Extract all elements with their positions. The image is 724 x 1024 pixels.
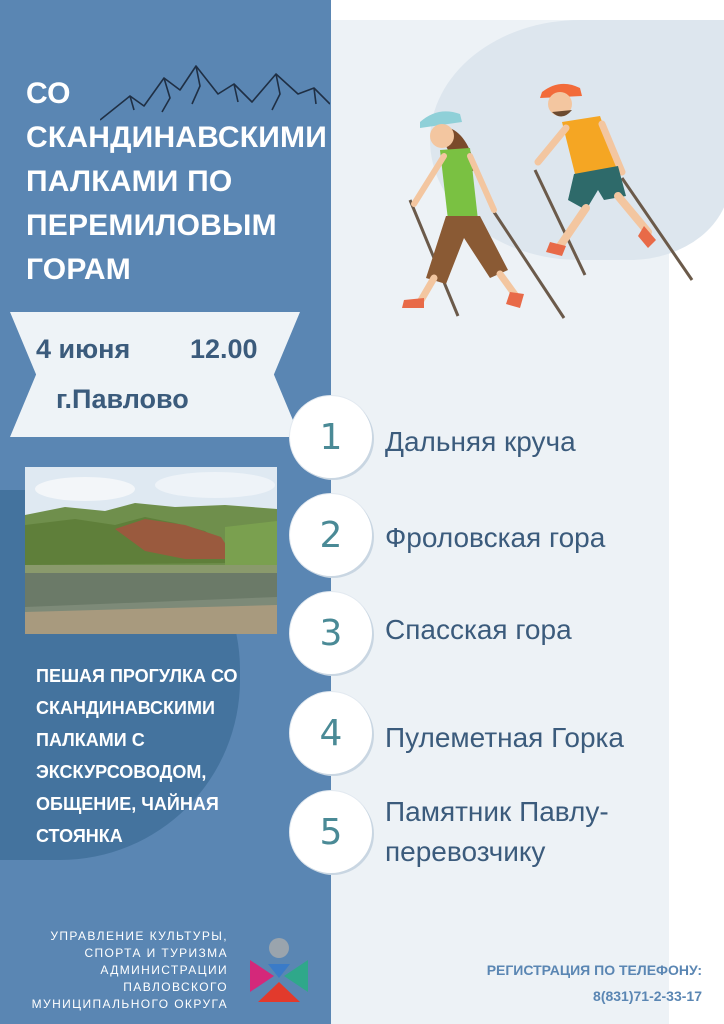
route-stop-3 (290, 592, 372, 674)
stop-number: 2 (319, 514, 343, 556)
man-hiker (535, 84, 692, 280)
route-stop-5 (290, 791, 372, 873)
event-date: 4 июня (36, 334, 131, 364)
route-stop-1 (290, 396, 372, 478)
event-city: г.Павлово (56, 384, 189, 414)
stop-name: Памятник Павлу-перевозчику (385, 796, 609, 867)
stop-number: 3 (319, 612, 343, 654)
poster-title: СО СКАНДИНАВСКИМИ ПАЛКАМИ ПО ПЕРЕМИЛОВЫМ ГОРАМ (26, 77, 327, 286)
woman-hiker (402, 111, 564, 318)
stop-number: 5 (319, 811, 343, 853)
route-stop-2 (290, 494, 372, 576)
stop-name: Фроловская гора (385, 522, 606, 553)
stop-number: 4 (319, 712, 343, 754)
river-photo (25, 467, 277, 634)
registration-phone[interactable]: 8(831)71-2-33-17 (593, 988, 702, 1004)
registration-block (440, 957, 702, 1009)
stop-name: Спасская гора (385, 614, 572, 645)
event-description: ПЕШАЯ ПРОГУЛКА СО СКАНДИНАВСКИМИ ПАЛКАМИ С ЭКСКУРСОВОДОМ, ОБЩЕНИЕ, ЧАЙНАЯ СТОЯНКА (36, 666, 238, 846)
stop-number: 1 (319, 416, 343, 458)
organizer-name: УПРАВЛЕНИЕ КУЛЬТУРЫ, СПОРТА И ТУРИЗМА АДМИНИСТРАЦИИ ПАВЛОВСКОГО МУНИЦИПАЛЬНОГО ОКРУГА (31, 929, 228, 1011)
date-banner (10, 312, 300, 437)
organizer-logo-icon (248, 936, 310, 1002)
stop-name: Дальняя круча (385, 426, 576, 457)
event-time: 12.00 (190, 334, 258, 364)
route-stop-4 (290, 692, 372, 774)
hikers-illustration (390, 70, 700, 320)
stop-name: Пулеметная Горка (385, 722, 624, 753)
registration-label: РЕГИСТРАЦИЯ ПО ТЕЛЕФОНУ: (486, 962, 702, 978)
